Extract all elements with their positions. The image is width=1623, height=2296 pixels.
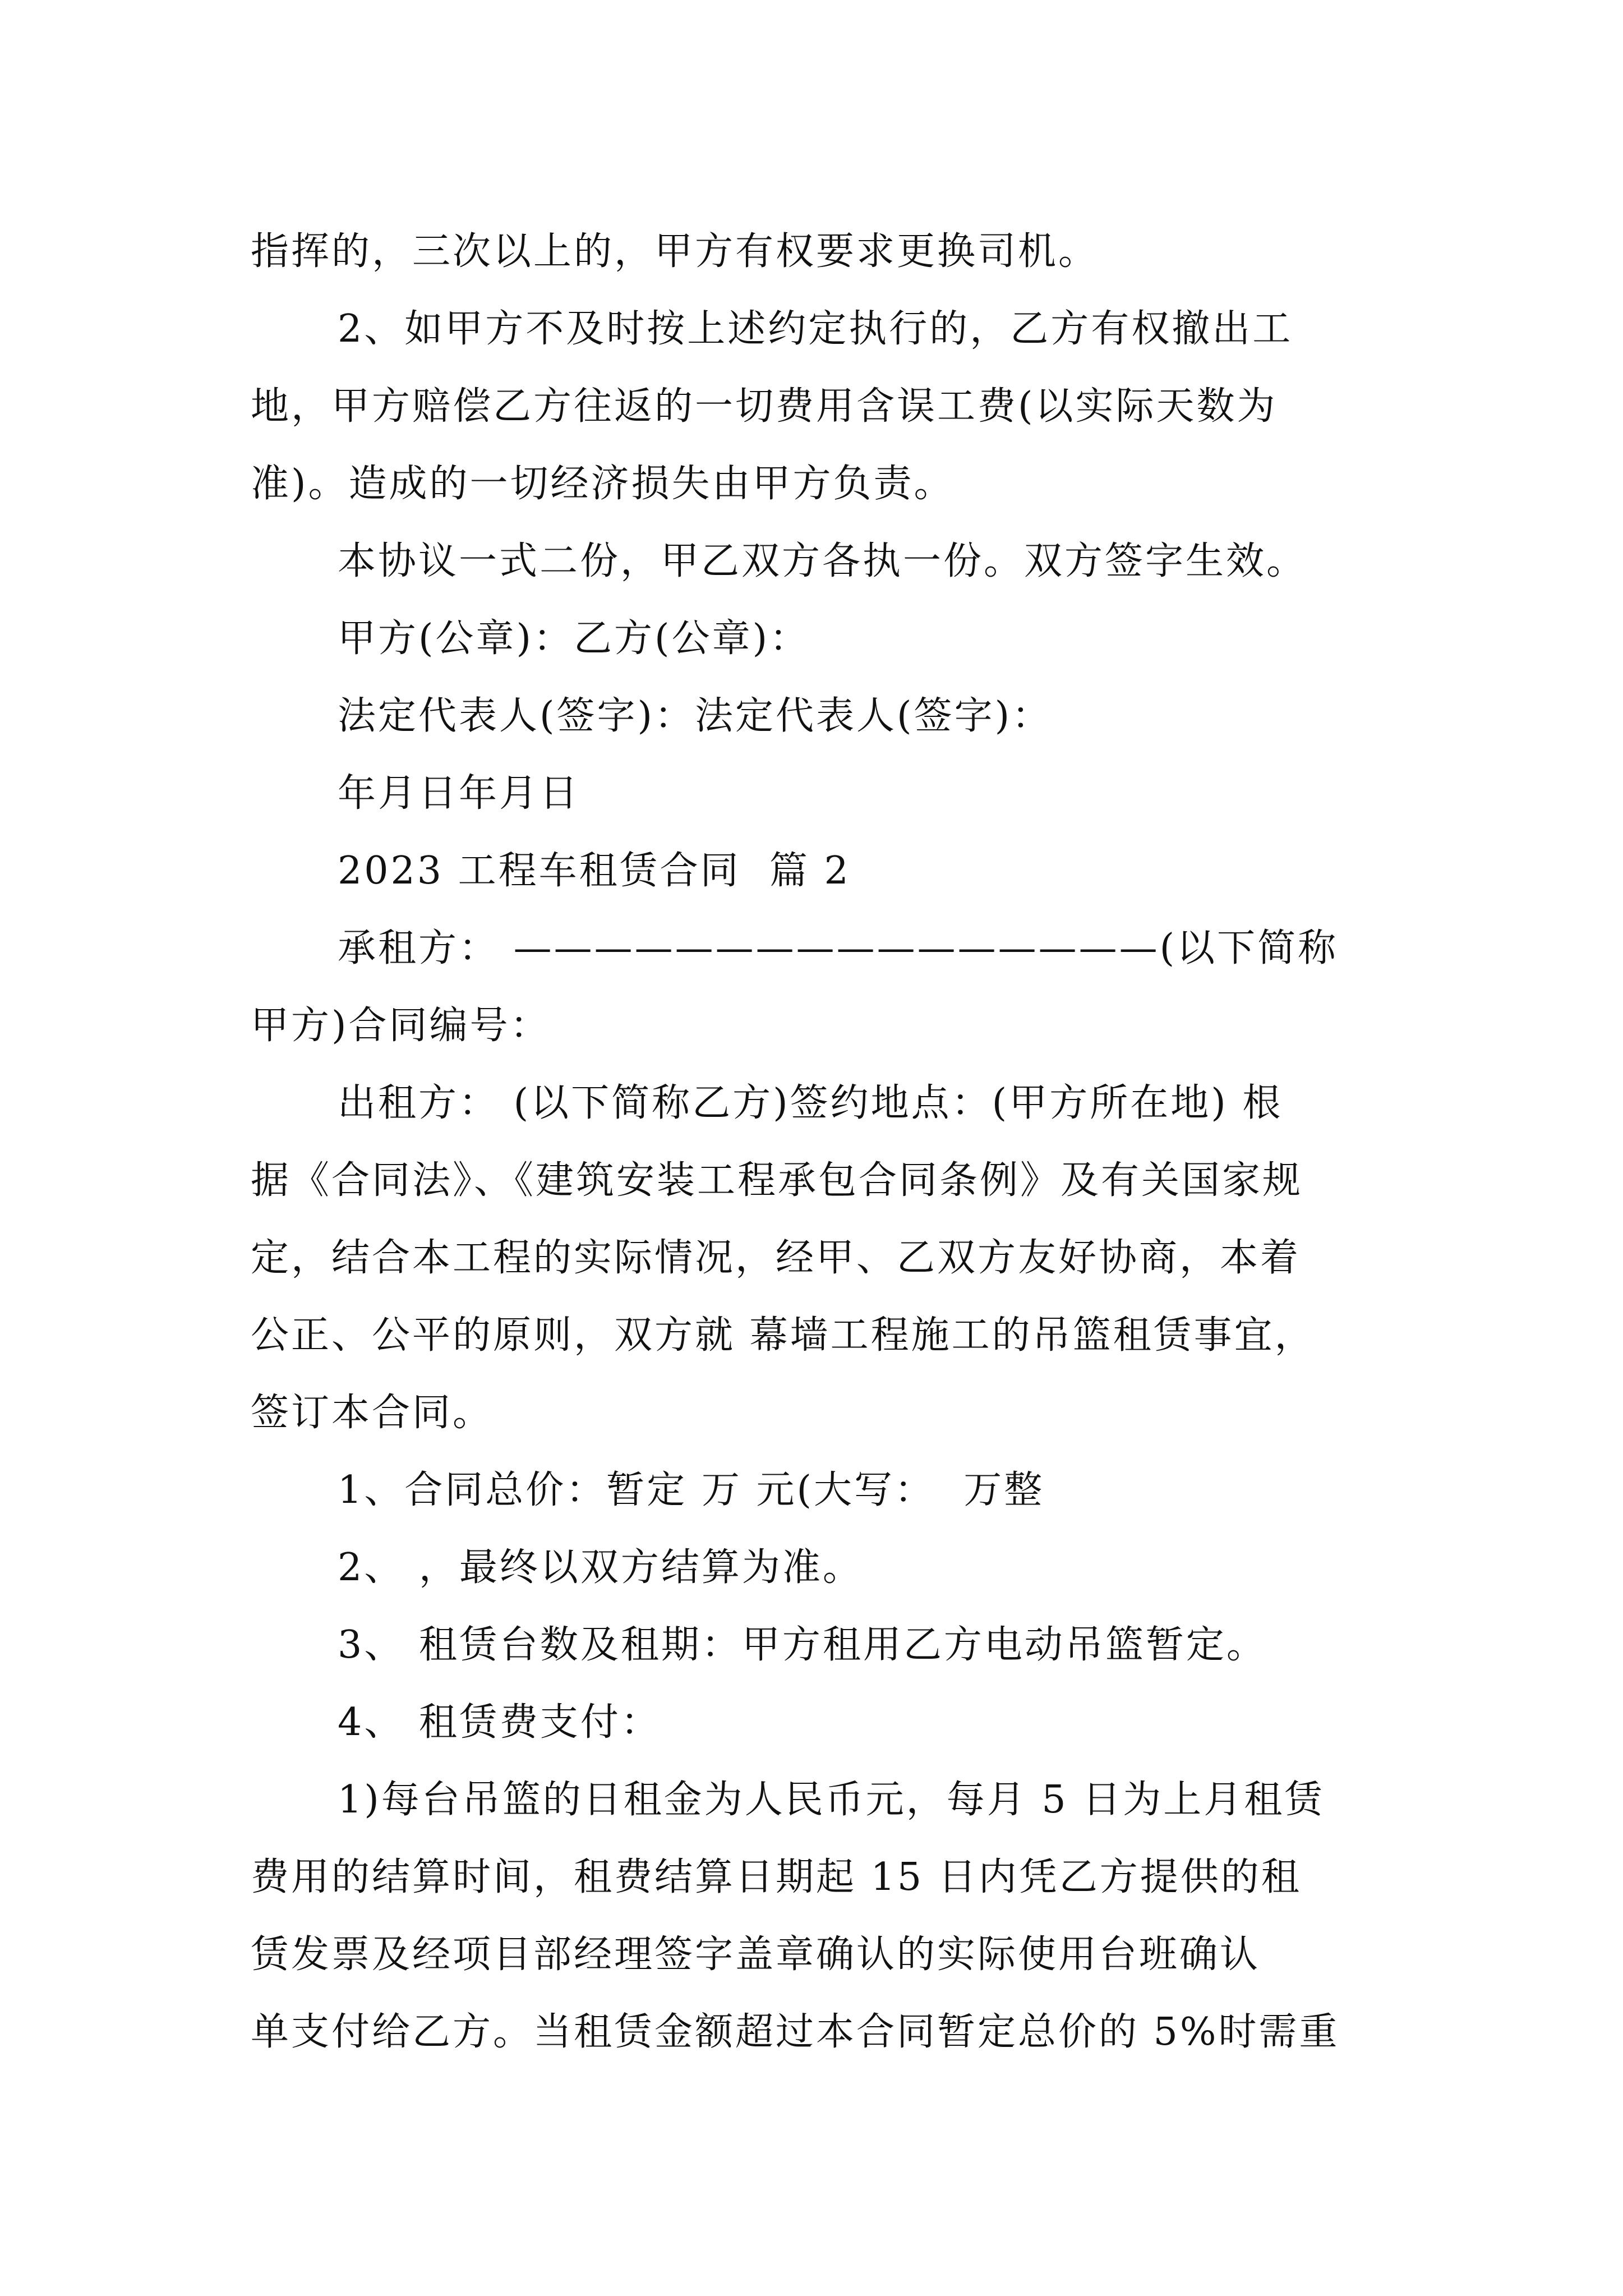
- text-line: 地，甲方赔偿乙方往返的一切费用含误工费(以实际天数为: [251, 384, 1278, 429]
- text-line: 指挥的，三次以上的，甲方有权要求更换司机。: [251, 229, 1099, 274]
- text-line: 4、 租赁费支付：: [338, 1700, 661, 1745]
- text-line: 费用的结算时间，租费结算日期起 15 日内凭乙方提供的租: [251, 1855, 1302, 1899]
- text-line: 甲方(公章)：乙方(公章)：: [338, 616, 810, 661]
- text-line: 年月日年月日: [338, 771, 580, 816]
- text-line: 1、合同总价：暂定 万 元(大写： 万整: [338, 1468, 1045, 1512]
- text-line: 准)。造成的一切经济损失由甲方负责。: [251, 462, 955, 506]
- text-line: 承租方： ————————————————(以下简称: [338, 926, 1339, 970]
- text-line: 3、 租赁台数及租期：甲方租用乙方电动吊篮暂定。: [338, 1623, 1267, 1667]
- text-line: 赁发票及经项目部经理签字盖章确认的实际使用台班确认: [251, 1932, 1261, 1977]
- text-line: 本协议一式二份，甲乙双方各执一份。双方签字生效。: [338, 539, 1307, 583]
- text-line: 据《合同法》、《建筑安装工程承包合同条例》及有关国家规: [251, 1158, 1303, 1203]
- text-line: 2、如甲方不及时按上述约定执行的，乙方有权撤出工: [338, 307, 1293, 351]
- text-line: 出租方： (以下简称乙方)签约地点：(甲方所在地) 根: [338, 1081, 1283, 1125]
- document-body: [251, 213, 1389, 2071]
- text-line: 定，结合本工程的实际情况，经甲、乙双方友好协商，本着: [251, 1236, 1301, 1280]
- text-line: 法定代表人(签字)：法定代表人(签字)：: [338, 694, 1053, 738]
- text-line: 公正、公平的原则，双方就 幕墙工程施工的吊篮租赁事宜，: [251, 1313, 1315, 1358]
- text-line: 2、 ，最终以双方结算为准。: [338, 1545, 863, 1590]
- section-heading: 2023 工程车租赁合同 篇 2: [338, 849, 851, 893]
- text-line: 签订本合同。: [251, 1391, 494, 1435]
- text-line: 单支付给乙方。当租赁金额超过本合同暂定总价的 5%时需重: [251, 2010, 1340, 2054]
- text-line: 1)每台吊篮的日租金为人民币元，每月 5 日为上月租赁: [338, 1778, 1325, 1822]
- text-line: 甲方)合同编号：: [251, 1004, 551, 1048]
